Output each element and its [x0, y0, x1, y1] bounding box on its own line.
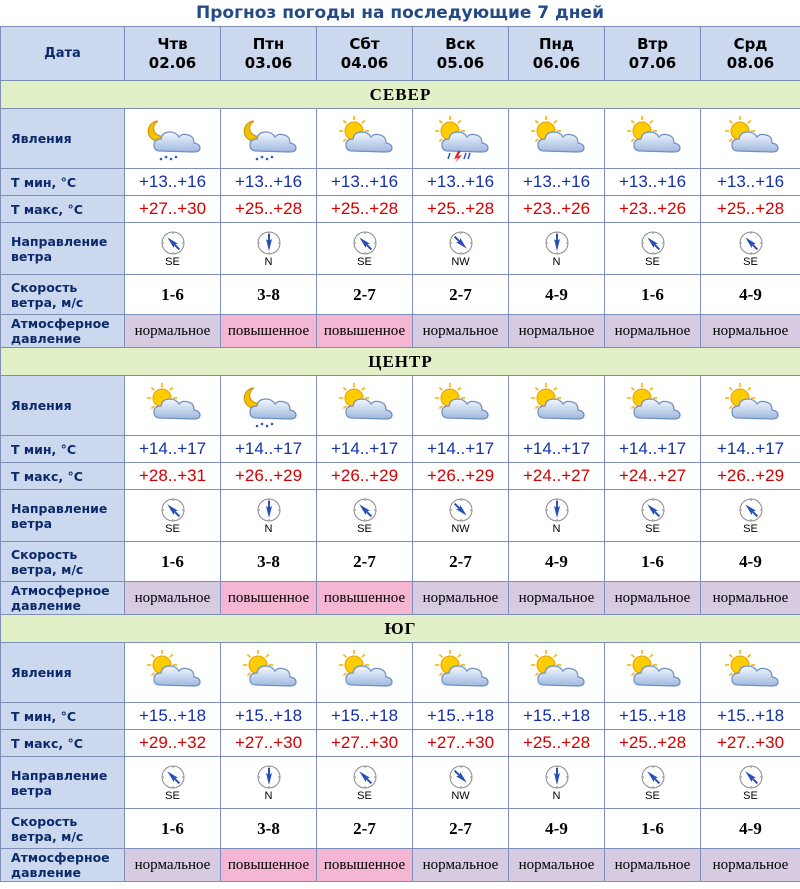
tmax-row — [1, 730, 800, 757]
pressure-value: повышенное — [317, 849, 413, 882]
wind-speed-row — [1, 542, 800, 582]
weather-cell — [317, 376, 413, 436]
wind-direction-cell — [413, 757, 509, 809]
tmin-label-text: Т мин, °С — [11, 708, 77, 724]
day-header-3 — [413, 27, 509, 81]
pressure-value: повышенное — [221, 315, 317, 348]
tmax-label — [1, 196, 125, 223]
compass-arrow-icon — [701, 497, 800, 523]
region-name: ЮГ — [1, 615, 800, 643]
wind-speed-value: 4-9 — [509, 542, 605, 582]
tmax-value: +25..+28 — [317, 196, 413, 223]
tmax-value: +27..+30 — [701, 730, 800, 757]
sun-cloud-storm-icon — [413, 115, 508, 163]
wind-direction-label-text: Направление — [11, 233, 108, 249]
wind-direction-value: SE — [743, 790, 758, 802]
tmax-value: +25..+28 — [221, 196, 317, 223]
wind-speed-label-text: Скорость — [11, 813, 78, 829]
region-header-row — [1, 348, 800, 376]
wind-speed-value: 3-8 — [221, 542, 317, 582]
wind-speed-value: 2-7 — [413, 809, 509, 849]
pressure-label-text: давление — [11, 598, 81, 613]
wind-speed-value: 4-9 — [509, 809, 605, 849]
sun-cloud-icon — [317, 115, 412, 163]
wind-direction-cell — [221, 223, 317, 275]
date-header-label: Дата — [1, 27, 125, 81]
wind-direction-value: N — [264, 523, 273, 535]
wind-direction-value: N — [552, 256, 561, 268]
weather-cell — [413, 109, 509, 169]
tmin-value: +13..+16 — [125, 169, 221, 196]
sun-cloud-icon — [701, 649, 800, 697]
wind-speed-label-text: Скорость — [11, 546, 78, 562]
wind-direction-value: N — [264, 790, 273, 802]
compass-arrow-icon — [605, 230, 700, 256]
pressure-value: нормальное — [701, 582, 800, 615]
tmax-label-text: Т макс, °С — [11, 735, 83, 751]
pressure-value: нормальное — [125, 582, 221, 615]
sun-cloud-icon — [605, 649, 700, 697]
phenomena-label-text: Явления — [11, 398, 72, 413]
wind-speed-row — [1, 809, 800, 849]
pressure-value: нормальное — [509, 315, 605, 348]
sun-cloud-icon — [317, 649, 412, 697]
weather-cell — [125, 376, 221, 436]
pressure-value: нормальное — [125, 849, 221, 882]
sun-cloud-icon — [605, 115, 700, 163]
wind-speed-row — [1, 275, 800, 315]
wind-speed-value: 2-7 — [317, 275, 413, 315]
wind-direction-value: SE — [743, 523, 758, 535]
weather-cell — [605, 376, 701, 436]
pressure-value: нормальное — [509, 849, 605, 882]
weather-cell — [413, 643, 509, 703]
wind-direction-label-text: ветра — [11, 248, 53, 264]
tmin-value: +13..+16 — [701, 169, 800, 196]
pressure-row — [1, 849, 800, 882]
weather-cell — [509, 643, 605, 703]
wind-speed-label-text: ветра, м/с — [11, 828, 84, 844]
tmax-label-text: Т макс, °С — [11, 201, 83, 217]
tmax-value: +29..+32 — [125, 730, 221, 757]
wind-direction-cell — [509, 490, 605, 542]
day-date: 02.06 — [148, 53, 197, 72]
pressure-value: нормальное — [125, 315, 221, 348]
weather-cell — [221, 643, 317, 703]
day-header-4 — [509, 27, 605, 81]
day-header-1 — [221, 27, 317, 81]
pressure-value: нормальное — [605, 315, 701, 348]
pressure-value: нормальное — [509, 582, 605, 615]
sun-cloud-icon — [125, 382, 220, 430]
compass-arrow-icon — [317, 764, 412, 790]
wind-speed-label-text: ветра, м/с — [11, 561, 84, 577]
tmax-value: +25..+28 — [701, 196, 800, 223]
wind-speed-value: 4-9 — [509, 275, 605, 315]
weather-cell — [701, 643, 800, 703]
wind-speed-value: 1-6 — [125, 542, 221, 582]
phenomena-label — [1, 376, 125, 436]
tmin-value: +14..+17 — [509, 436, 605, 463]
day-header-0 — [125, 27, 221, 81]
pressure-value: нормальное — [413, 849, 509, 882]
tmax-value: +23..+26 — [605, 196, 701, 223]
phenomena-label-text: Явления — [11, 131, 72, 146]
wind-speed-value: 1-6 — [125, 275, 221, 315]
phenomena-row — [1, 109, 800, 169]
tmax-value: +26..+29 — [701, 463, 800, 490]
pressure-value: нормальное — [413, 582, 509, 615]
tmin-value: +14..+17 — [605, 436, 701, 463]
pressure-value: нормальное — [701, 315, 800, 348]
tmax-value: +25..+28 — [509, 730, 605, 757]
wind-direction-cell — [221, 490, 317, 542]
compass-arrow-icon — [317, 497, 412, 523]
wind-direction-value: NW — [451, 256, 470, 268]
tmin-value: +15..+18 — [413, 703, 509, 730]
compass-arrow-icon — [701, 764, 800, 790]
compass-arrow-icon — [317, 230, 412, 256]
weather-cell — [221, 109, 317, 169]
tmin-value: +15..+18 — [509, 703, 605, 730]
wind-direction-value: SE — [645, 523, 660, 535]
pressure-label-text: давление — [11, 865, 81, 880]
wind-speed-value: 1-6 — [605, 809, 701, 849]
tmax-value: +27..+30 — [125, 196, 221, 223]
wind-direction-label-text: ветра — [11, 782, 53, 798]
page-title: Прогноз погоды на последующие 7 дней — [196, 3, 604, 23]
wind-speed-value: 2-7 — [317, 809, 413, 849]
wind-direction-cell — [509, 223, 605, 275]
wind-direction-value: SE — [357, 790, 372, 802]
day-of-week: Сбт — [349, 34, 380, 53]
wind-direction-value: SE — [165, 256, 180, 268]
tmax-value: +24..+27 — [509, 463, 605, 490]
compass-arrow-icon — [413, 230, 508, 256]
phenomena-label — [1, 109, 125, 169]
wind-direction-cell — [317, 757, 413, 809]
tmin-value: +15..+18 — [125, 703, 221, 730]
sun-cloud-icon — [221, 649, 316, 697]
sun-cloud-icon — [413, 649, 508, 697]
tmin-value: +13..+16 — [509, 169, 605, 196]
wind-speed-value: 1-6 — [125, 809, 221, 849]
compass-arrow-icon — [221, 764, 316, 790]
pressure-value: нормальное — [605, 582, 701, 615]
tmin-row — [1, 703, 800, 730]
wind-direction-cell — [701, 757, 800, 809]
wind-speed-value: 1-6 — [605, 275, 701, 315]
wind-speed-value: 2-7 — [413, 542, 509, 582]
tmax-value: +26..+29 — [413, 463, 509, 490]
tmin-value: +14..+17 — [701, 436, 800, 463]
wind-direction-label-text: Направление — [11, 500, 108, 516]
pressure-value: повышенное — [317, 582, 413, 615]
tmin-value: +13..+16 — [317, 169, 413, 196]
wind-direction-label-text: ветра — [11, 515, 53, 531]
tmax-value: +25..+28 — [413, 196, 509, 223]
sun-cloud-icon — [125, 649, 220, 697]
wind-direction-cell — [125, 757, 221, 809]
wind-direction-value: NW — [451, 790, 470, 802]
phenomena-label-text: Явления — [11, 665, 72, 680]
weather-cell — [317, 643, 413, 703]
compass-arrow-icon — [605, 764, 700, 790]
wind-speed-value: 4-9 — [701, 275, 800, 315]
forecast-table — [0, 26, 800, 882]
wind-speed-value: 4-9 — [701, 542, 800, 582]
wind-direction-value: SE — [645, 256, 660, 268]
pressure-value: нормальное — [413, 315, 509, 348]
wind-direction-value: SE — [357, 256, 372, 268]
wind-direction-cell — [605, 223, 701, 275]
pressure-row — [1, 315, 800, 348]
tmin-label-text: Т мин, °С — [11, 441, 77, 457]
wind-direction-value: N — [264, 256, 273, 268]
compass-arrow-icon — [509, 497, 604, 523]
pressure-value: повышенное — [221, 582, 317, 615]
tmin-value: +15..+18 — [701, 703, 800, 730]
sun-cloud-icon — [509, 382, 604, 430]
tmin-label — [1, 436, 125, 463]
wind-speed-value: 3-8 — [221, 275, 317, 315]
tmax-value: +26..+29 — [317, 463, 413, 490]
pressure-value: повышенное — [317, 315, 413, 348]
day-date: 05.06 — [436, 53, 485, 72]
tmax-value: +28..+31 — [125, 463, 221, 490]
phenomena-row — [1, 643, 800, 703]
wind-direction-cell — [509, 757, 605, 809]
compass-arrow-icon — [509, 764, 604, 790]
tmax-value: +27..+30 — [221, 730, 317, 757]
pressure-value: нормальное — [701, 849, 800, 882]
wind-direction-row — [1, 223, 800, 275]
day-header-5 — [605, 27, 701, 81]
wind-speed-value: 4-9 — [701, 809, 800, 849]
compass-arrow-icon — [413, 764, 508, 790]
tmax-row — [1, 463, 800, 490]
sun-cloud-icon — [509, 115, 604, 163]
weather-cell — [509, 376, 605, 436]
wind-speed-label — [1, 542, 125, 582]
tmax-value: +27..+30 — [413, 730, 509, 757]
sun-cloud-icon — [317, 382, 412, 430]
region-name: ЦЕНТР — [1, 348, 800, 376]
tmax-value: +23..+26 — [509, 196, 605, 223]
compass-arrow-icon — [125, 230, 220, 256]
day-of-week: Втр — [637, 34, 668, 53]
wind-direction-value: N — [552, 523, 561, 535]
phenomena-label — [1, 643, 125, 703]
compass-arrow-icon — [125, 764, 220, 790]
wind-direction-cell — [125, 490, 221, 542]
tmin-value: +15..+18 — [221, 703, 317, 730]
wind-direction-row — [1, 490, 800, 542]
wind-direction-cell — [221, 757, 317, 809]
wind-speed-label-text: ветра, м/с — [11, 294, 84, 310]
wind-direction-label — [1, 490, 125, 542]
wind-direction-cell — [701, 490, 800, 542]
weather-cell — [317, 109, 413, 169]
wind-direction-cell — [605, 490, 701, 542]
day-of-week: Чтв — [157, 34, 188, 53]
compass-arrow-icon — [221, 497, 316, 523]
pressure-value: повышенное — [221, 849, 317, 882]
weather-cell — [701, 376, 800, 436]
tmin-label-text: Т мин, °С — [11, 174, 77, 190]
tmin-value: +15..+18 — [317, 703, 413, 730]
wind-direction-label — [1, 757, 125, 809]
compass-arrow-icon — [509, 230, 604, 256]
wind-direction-row — [1, 757, 800, 809]
wind-direction-value: SE — [645, 790, 660, 802]
wind-speed-label-text: Скорость — [11, 279, 78, 295]
tmin-value: +15..+18 — [605, 703, 701, 730]
wind-direction-label-text: Направление — [11, 767, 108, 783]
tmin-value: +14..+17 — [413, 436, 509, 463]
wind-speed-value: 3-8 — [221, 809, 317, 849]
tmin-value: +14..+17 — [317, 436, 413, 463]
wind-speed-label — [1, 275, 125, 315]
region-name: СЕВЕР — [1, 81, 800, 109]
weather-cell — [125, 643, 221, 703]
day-date: 07.06 — [628, 53, 677, 72]
wind-direction-cell — [413, 490, 509, 542]
wind-direction-cell — [413, 223, 509, 275]
tmin-row — [1, 169, 800, 196]
weather-cell — [509, 109, 605, 169]
tmax-label — [1, 730, 125, 757]
wind-direction-cell — [605, 757, 701, 809]
day-header-2 — [317, 27, 413, 81]
wind-direction-cell — [317, 223, 413, 275]
tmax-label-text: Т макс, °С — [11, 468, 83, 484]
wind-speed-value: 2-7 — [413, 275, 509, 315]
weather-cell — [221, 376, 317, 436]
pressure-label-text: Атмосферное — [11, 316, 110, 331]
day-date: 06.06 — [532, 53, 581, 72]
day-date: 03.06 — [244, 53, 293, 72]
pressure-label — [1, 849, 125, 882]
weather-cell — [125, 109, 221, 169]
wind-speed-label — [1, 809, 125, 849]
day-header-6 — [701, 27, 800, 81]
tmax-label — [1, 463, 125, 490]
tmin-value: +13..+16 — [413, 169, 509, 196]
moon-cloud-rain-icon — [221, 115, 316, 163]
moon-cloud-rain-icon — [221, 382, 316, 430]
tmin-value: +13..+16 — [221, 169, 317, 196]
tmax-value: +25..+28 — [605, 730, 701, 757]
region-header-row — [1, 615, 800, 643]
weather-cell — [605, 643, 701, 703]
tmin-value: +14..+17 — [221, 436, 317, 463]
wind-direction-value: SE — [357, 523, 372, 535]
day-of-week: Пнд — [538, 34, 575, 53]
wind-speed-value: 2-7 — [317, 542, 413, 582]
weather-cell — [701, 109, 800, 169]
tmax-value: +24..+27 — [605, 463, 701, 490]
wind-direction-value: SE — [743, 256, 758, 268]
date-header-row — [1, 27, 800, 81]
wind-direction-cell — [125, 223, 221, 275]
sun-cloud-icon — [509, 649, 604, 697]
compass-arrow-icon — [221, 230, 316, 256]
moon-cloud-rain-icon — [125, 115, 220, 163]
day-of-week: Птн — [252, 34, 285, 53]
tmin-label — [1, 169, 125, 196]
wind-direction-value: SE — [165, 523, 180, 535]
tmax-value: +27..+30 — [317, 730, 413, 757]
pressure-label — [1, 315, 125, 348]
tmin-value: +14..+17 — [125, 436, 221, 463]
wind-speed-value: 1-6 — [605, 542, 701, 582]
pressure-label-text: Атмосферное — [11, 583, 110, 598]
wind-direction-cell — [701, 223, 800, 275]
wind-direction-label — [1, 223, 125, 275]
sun-cloud-icon — [701, 115, 800, 163]
wind-direction-value: N — [552, 790, 561, 802]
compass-arrow-icon — [701, 230, 800, 256]
pressure-label-text: Атмосферное — [11, 850, 110, 865]
weather-cell — [413, 376, 509, 436]
tmax-row — [1, 196, 800, 223]
compass-arrow-icon — [413, 497, 508, 523]
wind-direction-cell — [317, 490, 413, 542]
tmin-label — [1, 703, 125, 730]
pressure-label — [1, 582, 125, 615]
tmin-value: +13..+16 — [605, 169, 701, 196]
sun-cloud-icon — [413, 382, 508, 430]
day-of-week: Вск — [445, 34, 476, 53]
tmin-row — [1, 436, 800, 463]
pressure-row — [1, 582, 800, 615]
day-date: 04.06 — [340, 53, 389, 72]
compass-arrow-icon — [125, 497, 220, 523]
pressure-label-text: давление — [11, 331, 81, 346]
wind-direction-value: NW — [451, 523, 470, 535]
region-header-row — [1, 81, 800, 109]
sun-cloud-icon — [605, 382, 700, 430]
compass-arrow-icon — [605, 497, 700, 523]
day-of-week: Срд — [733, 34, 768, 53]
wind-direction-value: SE — [165, 790, 180, 802]
phenomena-row — [1, 376, 800, 436]
weather-cell — [605, 109, 701, 169]
pressure-value: нормальное — [605, 849, 701, 882]
sun-cloud-icon — [701, 382, 800, 430]
tmax-value: +26..+29 — [221, 463, 317, 490]
day-date: 08.06 — [726, 53, 775, 72]
